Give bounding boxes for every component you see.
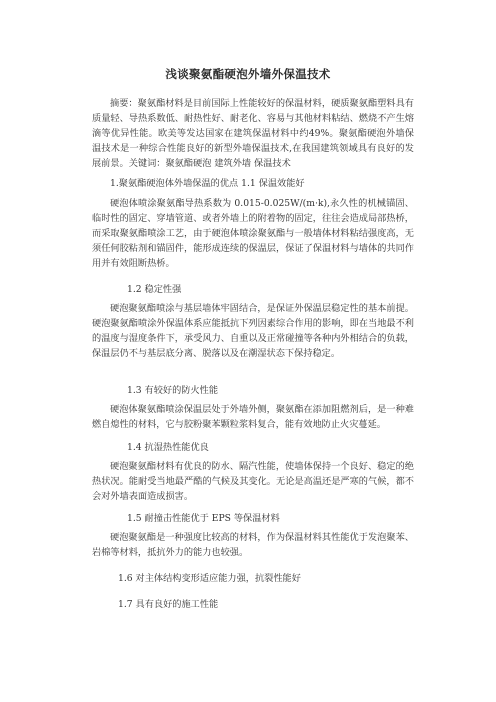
section-heading-1-2: 1.2 稳定性强 (127, 284, 182, 295)
section-heading-1-4: 1.4 抗湿热性能优良 (127, 442, 209, 453)
section-heading-1-5: 1.5 耐撞击性能优于 EPS 等保温材料 (127, 513, 280, 524)
abstract-paragraph: 摘要：聚氨酯材料是目前国际上性能较好的保温材料，硬质聚氨酯塑料具有质量轻、导热系数低、耐热性好、耐老化、容易与其他材料粘结、燃烧不产生熔滴等优异性能。欧美等发达国家在建筑保温材料中约49%。聚氨酯硬泡外墙保温技术是一种综合性能良好的新型外墙保温技术,在我国建筑领域具有良好的发展前景。关键词：聚氨酯硬泡 建筑外墙 保温技术 (92, 98, 414, 169)
section-body-1-4: 硬泡聚氨酯材料有优良的防水、隔汽性能，使墙体保持一个良好、稳定的绝热状况。能耐受当地最严酷的气候及其变化。无论是高温还是严寒的气候，都不会对外墙表面造成损害。 (92, 461, 414, 502)
section-body-1: 硬泡体喷涂聚氨酯导热系数为 0.015-0.025W/(m·k),永久性的机械锚固、临时性的固定、穿墙管道、或者外墙上的附着物的固定，往往会造成局部热桥，而采取聚氨酯喷涂工艺，由于硬泡体喷涂聚氨酯与一般墙体材料粘结强度高，无须任何胶粘剂和锚固件，能形成连续的保温层，保证了保温材料与墙体的共同作用并有效阻断热桥。 (92, 198, 414, 269)
section-body-1-2: 硬泡聚氨酯喷涂与基层墙体牢固结合，是保证外保温层稳定性的基本前提。硬泡聚氨酯喷涂外保温体系应能抵抗下列因素综合作用的影响，即在当地最不利的温度与湿度条件下，承受风力、自重以及正常碰撞等各种内外相结合的负载，保温层仍不与基层底分离、脱落以及在潮湿状态下保持稳定。 (92, 303, 414, 359)
document-title: 浅谈聚氨酯硬泡外墙外保温技术 (165, 67, 331, 81)
section-heading-1-3: 1.3 有较好的防火性能 (127, 385, 219, 396)
section-body-1-3: 硬泡体聚氨酯喷涂保温层处于外墙外侧，聚氨酯在添加阻燃剂后，是一种难燃自熄性的材料，它与胶粉聚苯颗粒浆料复合，能有效地防止火灾蔓延。 (92, 404, 414, 430)
section-body-1-5: 硬泡聚氨酯是一种强度比较高的材料，作为保温材料其性能优于发泡聚苯、岩棉等材料，抵抗外力的能力也较强。 (92, 532, 414, 558)
section-heading-1: 1.聚氨酯硬泡体外墙保温的优点 1.1 保温效能好 (110, 178, 305, 189)
section-heading-1-6: 1.6 对主体结构变形适应能力强，抗裂性能好 (118, 573, 301, 584)
section-heading-1-7: 1.7 具有良好的施工性能 (118, 599, 219, 610)
